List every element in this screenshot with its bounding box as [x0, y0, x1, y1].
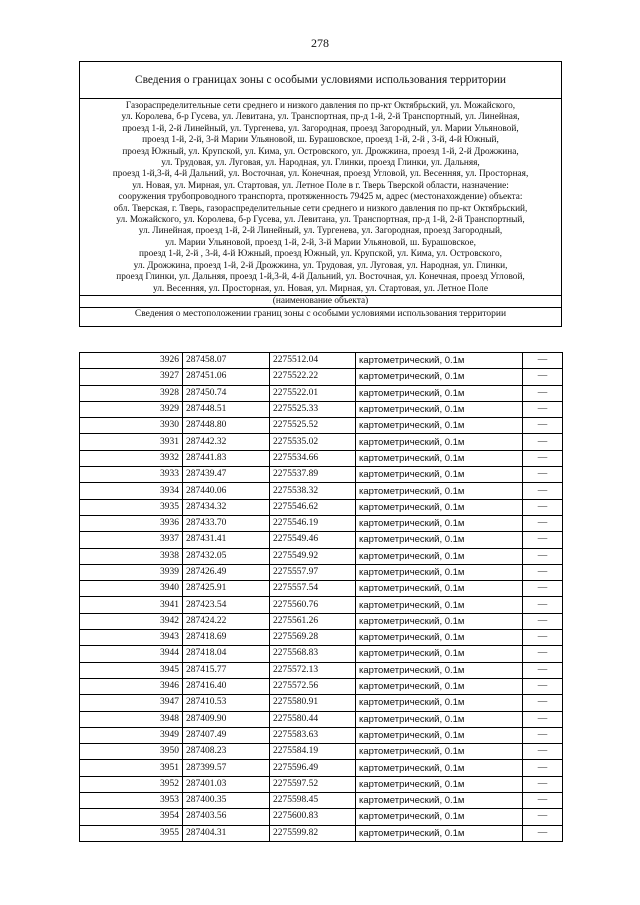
table-row: [80, 515, 563, 531]
point-number-cell: 3938: [80, 548, 183, 564]
table-row: [80, 613, 563, 629]
point-number-cell: 3953: [80, 793, 183, 809]
method-cell: картометрический, 0.1м: [356, 776, 523, 792]
y-coordinate-cell: 2275525.52: [270, 418, 356, 434]
object-description-line: проезд 1-й,3-й, 4-й Дальний, ул. Восточная, ул. Конечная, проезд Угловой, ул. Весенняя, ул. Просторная,: [112, 169, 529, 180]
method-cell: картометрический, 0.1м: [356, 646, 523, 662]
y-coordinate-cell: 2275580.44: [270, 711, 356, 727]
method-cell: картометрический, 0.1м: [356, 825, 523, 841]
method-cell: картометрический, 0.1м: [356, 467, 523, 483]
accuracy-note-cell: —: [523, 450, 563, 466]
y-coordinate-cell: 2275534.66: [270, 450, 356, 466]
method-cell: картометрический, 0.1м: [356, 581, 523, 597]
object-description-line: проезд 1-й, 2-й , 3-й, 4-й Южный, проезд Южный, ул. Крупской, ул. Кима, ул. Островского,: [139, 249, 502, 260]
point-number-cell: 3946: [80, 678, 183, 694]
table-row: [80, 695, 563, 711]
y-coordinate-cell: 2275525.33: [270, 401, 356, 417]
point-number-cell: 3949: [80, 727, 183, 743]
accuracy-note-cell: —: [523, 581, 563, 597]
y-coordinate-cell: 2275584.19: [270, 744, 356, 760]
method-cell: картометрический, 0.1м: [356, 711, 523, 727]
y-coordinate-cell: 2275522.22: [270, 369, 356, 385]
x-coordinate-cell: 287450.74: [183, 385, 270, 401]
table-row: [80, 532, 563, 548]
x-coordinate-cell: 287403.56: [183, 809, 270, 825]
section-title: Сведения о местоположении границ зоны с особыми условиями использования территории: [80, 307, 561, 326]
y-coordinate-cell: 2275600.83: [270, 809, 356, 825]
table-row: [80, 727, 563, 743]
accuracy-note-cell: —: [523, 564, 563, 580]
table-row: [80, 678, 563, 694]
x-coordinate-cell: 287440.06: [183, 483, 270, 499]
object-description-line: ул. Марии Ульяновой, проезд 1-й, 2-й, 3-й Марии Ульяновой, ш. Бурашовское,: [165, 237, 476, 248]
accuracy-note-cell: —: [523, 483, 563, 499]
y-coordinate-cell: 2275597.52: [270, 776, 356, 792]
accuracy-note-cell: —: [523, 418, 563, 434]
x-coordinate-cell: 287410.53: [183, 695, 270, 711]
y-coordinate-cell: 2275538.32: [270, 483, 356, 499]
point-number-cell: 3928: [80, 385, 183, 401]
x-coordinate-cell: 287400.35: [183, 793, 270, 809]
y-coordinate-cell: 2275596.49: [270, 760, 356, 776]
table-row: [80, 483, 563, 499]
point-number-cell: 3951: [80, 760, 183, 776]
method-cell: картометрический, 0.1м: [356, 760, 523, 776]
accuracy-note-cell: —: [523, 695, 563, 711]
object-description-line: ул. Дрожжина, проезд 1-й, 2-й Дрожжина, ул. Трудовая, ул. Луговая, ул. Народная, ул. Глинки,: [133, 260, 508, 271]
table-row: [80, 760, 563, 776]
method-cell: картометрический, 0.1м: [356, 678, 523, 694]
y-coordinate-cell: 2275537.89: [270, 467, 356, 483]
x-coordinate-cell: 287418.04: [183, 646, 270, 662]
x-coordinate-cell: 287408.23: [183, 744, 270, 760]
x-coordinate-cell: 287439.47: [183, 467, 270, 483]
accuracy-note-cell: —: [523, 369, 563, 385]
accuracy-note-cell: —: [523, 401, 563, 417]
y-coordinate-cell: 2275546.62: [270, 499, 356, 515]
table-row: [80, 793, 563, 809]
table-row: [80, 418, 563, 434]
point-number-cell: 3945: [80, 662, 183, 678]
point-number-cell: 3932: [80, 450, 183, 466]
accuracy-note-cell: —: [523, 597, 563, 613]
method-cell: картометрический, 0.1м: [356, 515, 523, 531]
x-coordinate-cell: 287448.51: [183, 401, 270, 417]
table-row: [80, 434, 563, 450]
y-coordinate-cell: 2275522.01: [270, 385, 356, 401]
accuracy-note-cell: —: [523, 711, 563, 727]
x-coordinate-cell: 287426.49: [183, 564, 270, 580]
table-row: [80, 385, 563, 401]
method-cell: картометрический, 0.1м: [356, 418, 523, 434]
x-coordinate-cell: 287415.77: [183, 662, 270, 678]
table-row: [80, 711, 563, 727]
object-description-line: проезд Глинки, ул. Дальняя, проезд 1-й,3-й, 4-й Дальний, ул. Восточная, ул. Конечная, проезд Угловой,: [116, 272, 525, 283]
zone-info-header: [79, 61, 562, 327]
accuracy-note-cell: —: [523, 727, 563, 743]
x-coordinate-cell: 287442.32: [183, 434, 270, 450]
accuracy-note-cell: —: [523, 548, 563, 564]
table-row: [80, 825, 563, 841]
x-coordinate-cell: 287433.70: [183, 515, 270, 531]
method-cell: картометрический, 0.1м: [356, 662, 523, 678]
y-coordinate-cell: 2275560.76: [270, 597, 356, 613]
method-cell: картометрический, 0.1м: [356, 793, 523, 809]
table-row: [80, 744, 563, 760]
x-coordinate-cell: 287432.05: [183, 548, 270, 564]
x-coordinate-cell: 287425.91: [183, 581, 270, 597]
point-number-cell: 3943: [80, 630, 183, 646]
point-number-cell: 3926: [80, 353, 183, 369]
accuracy-note-cell: —: [523, 499, 563, 515]
point-number-cell: 3934: [80, 483, 183, 499]
x-coordinate-cell: 287431.41: [183, 532, 270, 548]
x-coordinate-cell: 287399.57: [183, 760, 270, 776]
object-description-line: Газораспределительные сети среднего и низкого давления по пр-кт Октябрьский, ул. Можайского,: [125, 101, 516, 111]
point-number-cell: 3927: [80, 369, 183, 385]
accuracy-note-cell: —: [523, 467, 563, 483]
table-row: [80, 499, 563, 515]
method-cell: картометрический, 0.1м: [356, 450, 523, 466]
accuracy-note-cell: —: [523, 630, 563, 646]
y-coordinate-cell: 2275572.13: [270, 662, 356, 678]
y-coordinate-cell: 2275557.54: [270, 581, 356, 597]
method-cell: картометрический, 0.1м: [356, 597, 523, 613]
method-cell: картометрический, 0.1м: [356, 727, 523, 743]
y-coordinate-cell: 2275561.26: [270, 613, 356, 629]
x-coordinate-cell: 287407.49: [183, 727, 270, 743]
point-number-cell: 3942: [80, 613, 183, 629]
page-number: 278: [311, 36, 329, 50]
method-cell: картометрический, 0.1м: [356, 385, 523, 401]
point-number-cell: 3931: [80, 434, 183, 450]
table-row: [80, 809, 563, 825]
accuracy-note-cell: —: [523, 760, 563, 776]
accuracy-note-cell: —: [523, 385, 563, 401]
point-number-cell: 3933: [80, 467, 183, 483]
y-coordinate-cell: 2275557.97: [270, 564, 356, 580]
point-number-cell: 3941: [80, 597, 183, 613]
object-description-line: ул. Весенняя, ул. Просторная, ул. Новая, ул. Мирная, ул. Стартовая, ул. Летное Поле: [153, 283, 488, 294]
object-description-line: ул. Королева, б-р Гусева, ул. Левитана, ул. Транспортная, пр-д 1-й, 2-й Транспортный, ул. Линейная,: [121, 112, 520, 123]
method-cell: картометрический, 0.1м: [356, 613, 523, 629]
accuracy-note-cell: —: [523, 353, 563, 369]
method-cell: картометрический, 0.1м: [356, 564, 523, 580]
table-row: [80, 646, 563, 662]
method-cell: картометрический, 0.1м: [356, 434, 523, 450]
accuracy-note-cell: —: [523, 776, 563, 792]
accuracy-note-cell: —: [523, 515, 563, 531]
document-title: Сведения о границах зоны с особыми условиями использования территории: [80, 62, 561, 99]
accuracy-note-cell: —: [523, 662, 563, 678]
y-coordinate-cell: 2275546.19: [270, 515, 356, 531]
object-description-line: проезд 1-й, 2-й Линейный, ул. Тургенева, ул. Загородная, проезд Загородный, ул. Марии Ульяновой,: [122, 123, 519, 134]
y-coordinate-cell: 2275569.28: [270, 630, 356, 646]
object-description-line: ул. Можайского, ул. Королева, б-р Гусева, ул. Левитана, ул. Транспортная, пр-д 1-й, 2-й Транспортный,: [116, 215, 525, 226]
table-row: [80, 401, 563, 417]
object-description-line: проезд 1-й, 2-й, 3-й Марии Ульяновой, ш. Бурашовское, проезд 1-й, 2-й , 3-й, 4-й Южный,: [142, 135, 499, 146]
point-number-cell: 3929: [80, 401, 183, 417]
accuracy-note-cell: —: [523, 613, 563, 629]
x-coordinate-cell: 287424.22: [183, 613, 270, 629]
point-number-cell: 3935: [80, 499, 183, 515]
point-number-cell: 3937: [80, 532, 183, 548]
point-number-cell: 3955: [80, 825, 183, 841]
y-coordinate-cell: 2275572.56: [270, 678, 356, 694]
y-coordinate-cell: 2275583.63: [270, 727, 356, 743]
point-number-cell: 3940: [80, 581, 183, 597]
x-coordinate-cell: 287434.32: [183, 499, 270, 515]
y-coordinate-cell: 2275512.04: [270, 353, 356, 369]
method-cell: картометрический, 0.1м: [356, 548, 523, 564]
x-coordinate-cell: 287451.06: [183, 369, 270, 385]
point-number-cell: 3936: [80, 515, 183, 531]
x-coordinate-cell: 287401.03: [183, 776, 270, 792]
y-coordinate-cell: 2275549.92: [270, 548, 356, 564]
y-coordinate-cell: 2275598.45: [270, 793, 356, 809]
table-row: [80, 369, 563, 385]
x-coordinate-cell: 287441.83: [183, 450, 270, 466]
table-row: [80, 776, 563, 792]
method-cell: картометрический, 0.1м: [356, 353, 523, 369]
accuracy-note-cell: —: [523, 646, 563, 662]
point-number-cell: 3950: [80, 744, 183, 760]
object-caption: (наименование объекта): [80, 295, 561, 307]
object-description-line: обл. Тверская, г. Тверь, газораспределительные сети среднего и низкого давления по пр-кт Октябрьский,: [113, 203, 528, 214]
point-number-cell: 3944: [80, 646, 183, 662]
method-cell: картометрический, 0.1м: [356, 369, 523, 385]
point-number-cell: 3947: [80, 695, 183, 711]
table-row: [80, 548, 563, 564]
point-number-cell: 3954: [80, 809, 183, 825]
table-row: [80, 597, 563, 613]
y-coordinate-cell: 2275549.46: [270, 532, 356, 548]
x-coordinate-cell: 287409.90: [183, 711, 270, 727]
table-row: [80, 662, 563, 678]
x-coordinate-cell: 287404.31: [183, 825, 270, 841]
table-row: [80, 630, 563, 646]
accuracy-note-cell: —: [523, 434, 563, 450]
table-row: [80, 581, 563, 597]
table-row: [80, 353, 563, 369]
method-cell: картометрический, 0.1м: [356, 483, 523, 499]
accuracy-note-cell: —: [523, 744, 563, 760]
y-coordinate-cell: 2275599.82: [270, 825, 356, 841]
point-number-cell: 3952: [80, 776, 183, 792]
object-description-line: ул. Трудовая, ул. Луговая, ул. Народная, ул. Глинки, проезд Глинки, ул. Дальняя,: [161, 158, 480, 169]
object-description-line: ул. Линейная, проезд 1-й, 2-й Линейный, ул. Тургенева, ул. Загородная, проезд Загородный,: [138, 226, 503, 237]
object-description: [80, 99, 561, 295]
method-cell: картометрический, 0.1м: [356, 809, 523, 825]
x-coordinate-cell: 287418.69: [183, 630, 270, 646]
point-number-cell: 3948: [80, 711, 183, 727]
method-cell: картометрический, 0.1м: [356, 744, 523, 760]
point-number-cell: 3930: [80, 418, 183, 434]
object-description-line: сооружения трубопроводного транспорта, протяженность 79425 м, адрес (местонахождение) объекта:: [118, 192, 523, 203]
method-cell: картометрический, 0.1м: [356, 532, 523, 548]
method-cell: картометрический, 0.1м: [356, 499, 523, 515]
method-cell: картометрический, 0.1м: [356, 401, 523, 417]
accuracy-note-cell: —: [523, 678, 563, 694]
table-row: [80, 564, 563, 580]
method-cell: картометрический, 0.1м: [356, 630, 523, 646]
y-coordinate-cell: 2275568.83: [270, 646, 356, 662]
x-coordinate-cell: 287416.40: [183, 678, 270, 694]
x-coordinate-cell: 287458.07: [183, 353, 270, 369]
x-coordinate-cell: 287423.54: [183, 597, 270, 613]
coordinates-table: [79, 352, 563, 842]
y-coordinate-cell: 2275535.02: [270, 434, 356, 450]
accuracy-note-cell: —: [523, 793, 563, 809]
accuracy-note-cell: —: [523, 809, 563, 825]
point-number-cell: 3939: [80, 564, 183, 580]
accuracy-note-cell: —: [523, 532, 563, 548]
y-coordinate-cell: 2275580.91: [270, 695, 356, 711]
object-description-line: ул. Новая, ул. Мирная, ул. Стартовая, ул. Летное Поле в г. Тверь Тверской области, назначение:: [132, 180, 509, 191]
table-row: [80, 450, 563, 466]
table-row: [80, 467, 563, 483]
method-cell: картометрический, 0.1м: [356, 695, 523, 711]
object-description-line: проезд Южный, ул. Крупской, ул. Кима, ул. Островского, ул. Дрожжина, проезд 1-й, 2-й Дрожжина,: [122, 146, 519, 157]
x-coordinate-cell: 287448.80: [183, 418, 270, 434]
accuracy-note-cell: —: [523, 825, 563, 841]
